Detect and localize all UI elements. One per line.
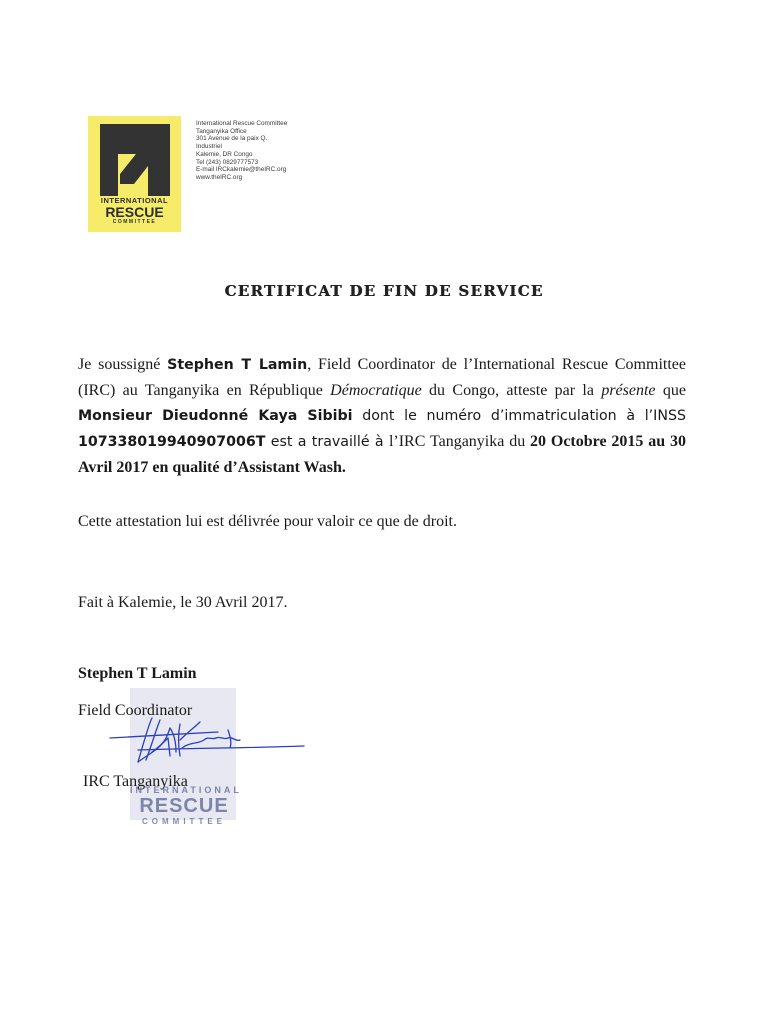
stamp-text-committee: COMMITTEE [142,817,226,826]
inss-number: 107338019940907006T [78,434,266,450]
body-text: , Field Coordinator de l’International Rescue Committee (IRC) au Tanganyika en République [78,356,686,399]
address-line: Kalemie, DR Congo [196,150,253,158]
irc-logo-icon [96,122,174,196]
address-line: E-mail IRCkalemie@theIRC.org [196,166,287,174]
signatory-role: Field Coordinator [78,702,193,719]
certificate-body [78,352,686,480]
body-text: Je soussigné [78,356,168,373]
employee-name: Monsieur Dieudonné Kaya Sibibi [78,408,353,424]
certificate-title: CERTIFICAT DE FIN DE SERVICE [224,282,544,300]
address-line: Industriel [196,143,222,151]
body-text: l’IRC Tanganyika du [388,433,531,450]
logo-text-rescue: RESCUE [105,204,164,220]
body-text: est a travaillé à [265,434,389,450]
irc-logo [88,116,181,232]
logo-text-international: INTERNATIONAL [100,196,169,205]
stamp-text-rescue: RESCUE [139,795,229,817]
address-line: Tanganyika Office [196,127,247,135]
office-address [196,120,346,182]
body-text: du Congo, atteste par la [421,382,602,399]
signatory-name-inline: Stephen T Lamin [167,357,308,373]
body-text-italic: présente [601,382,656,399]
signatory-organization: IRC Tanganyika [83,773,188,790]
address-line: International Rescue Committee [196,120,288,127]
service-period: 20 Octobre 2015 au 30 Avril 2017 en qualité d’Assistant Wash. [78,433,687,476]
body-text: dont le numéro d’immatriculation à l’INSS [352,408,686,424]
body-text-italic: Démocratique [330,382,422,399]
signatory-name: Stephen T Lamin [78,665,197,682]
handwritten-signature [108,712,308,772]
certificate-purpose: Cette attestation lui est délivrée pour valoir ce que de droit. [78,513,457,530]
body-text: que [655,382,686,399]
address-line: Tel (243) 0829777573 [196,158,259,166]
logo-text-committee: COMMITTEE [112,219,157,225]
address-line: 301 Avenue de la paix Q. [196,135,268,143]
address-line: www.theIRC.org [196,173,243,181]
place-and-date: Fait à Kalemie, le 30 Avril 2017. [78,594,288,611]
stamp-text-international: INTERNATIONAL [130,785,242,795]
